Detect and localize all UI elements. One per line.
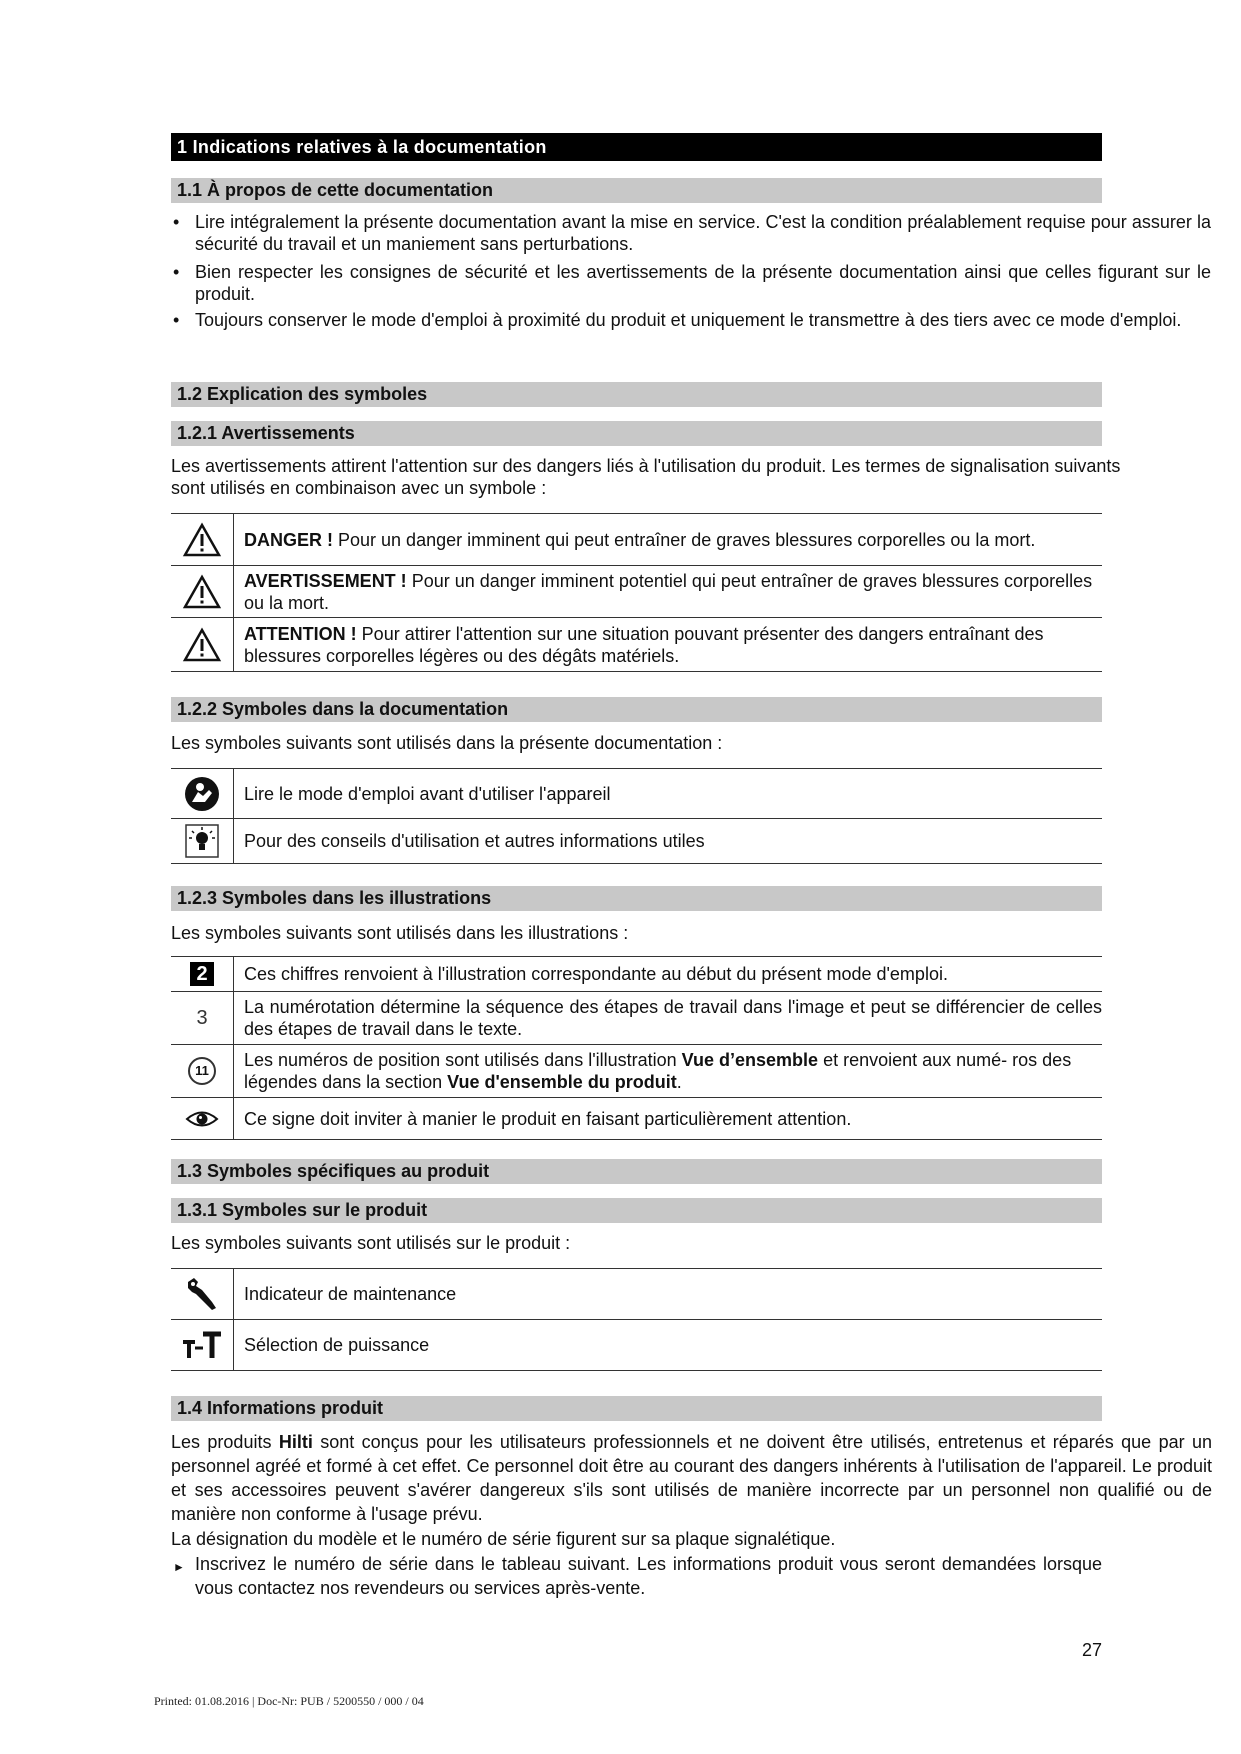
symbol-description: Sélection de puissance	[244, 1335, 430, 1355]
illustration-symbols-intro: Les symboles suivants sont utilisés dans les illustrations :	[171, 923, 629, 943]
warning-text: Pour un danger imminent qui peut entraîner de graves blessures corporelles ou la mort.	[338, 529, 1036, 550]
bullet-item: • Toujours conserver le mode d'emploi à proximité du produit et uniquement le transmettre à des tiers avec ce mode d'emploi.	[173, 310, 1182, 330]
warning-text: Pour un danger imminent potentiel qui peut entraîner de graves blessures corporelles ou la mort.	[244, 570, 1093, 613]
table-row	[171, 769, 1102, 819]
instruction-step: ► Inscrivez le numéro de série dans le tableau suivant. Les informations produit vous seront demandées lorsque vous contactez nos revendeurs ou services après-vente.	[173, 1554, 1102, 1598]
table-row	[171, 1320, 1102, 1371]
bullet-dot-icon: •	[173, 262, 180, 282]
brand-name: Hilti	[278, 1432, 313, 1452]
section-1-3-1-heading: 1.3.1 Symboles sur le produit	[171, 1198, 1102, 1223]
tip-lightbulb-icon	[171, 819, 234, 863]
product-symbols-table	[171, 1268, 1102, 1371]
warning-text: Pour attirer l'attention sur une situation pouvant présenter des dangers entraînant des blessures corporelles légères ou des dégâts matériels.	[244, 623, 1044, 666]
step-arrow-icon: ►	[173, 1560, 185, 1574]
symbol-description: Lire le mode d'emploi avant d'utiliser l'appareil	[244, 783, 611, 804]
model-designation-text: La désignation du modèle et le numéro de série figurent sur sa plaque signalétique.	[171, 1529, 836, 1549]
read-manual-icon	[171, 769, 234, 818]
illustration-symbols-table	[171, 956, 1102, 1140]
page-number: 27	[1082, 1640, 1103, 1660]
symbol-description: Pour des conseils d'utilisation et autres informations utiles	[244, 831, 705, 851]
table-row	[171, 618, 1102, 672]
step-number-icon: 3	[196, 1006, 208, 1029]
figure-number-icon: 2	[190, 962, 214, 986]
section-1-4-heading: 1.4 Informations produit	[171, 1396, 1102, 1421]
warnings-table	[171, 513, 1102, 672]
table-row	[171, 566, 1102, 618]
section-1-3-heading: 1.3 Symboles spécifiques au produit	[171, 1159, 1102, 1184]
warning-triangle-icon	[171, 514, 234, 565]
bullet-dot-icon: •	[173, 310, 180, 330]
table-row	[171, 1045, 1102, 1098]
warnings-intro: Les avertissements attirent l'attention sur des dangers liés à l'utilisation du produit. Les termes de signalisation suivants sont utilisés en combinaison avec un symbole :	[171, 456, 1121, 498]
section-1-2-heading: 1.2 Explication des symboles	[171, 382, 1102, 407]
bullet-item: • Lire intégralement la présente documentation avant la mise en service. C'est la condition préalablement requise pour assurer la sécurité du travail et un maniement sans perturbations.	[173, 212, 1211, 254]
signal-word: AVERTISSEMENT !	[244, 570, 407, 591]
position-number-icon: 11	[188, 1057, 216, 1085]
table-row	[171, 1098, 1102, 1140]
product-info-paragraph: Les produits Hilti sont conçus pour les utilisateurs professionnels et ne doivent être utilisés, entretenus et réparés que par un personnel agréé et formé à cet effet. Ce personnel doit être au courant des dangers inhérents à l'utilisation de l'appareil. Le produit et ses accessoires peuvent s'avérer dangereux s'ils sont utilisés de manière incorrecte par un personnel non qualifié ou de manière non conforme à l'usage prévu.	[171, 1432, 1212, 1524]
table-row	[171, 819, 1102, 864]
bullet-dot-icon: •	[173, 212, 180, 232]
symbol-description: La numérotation détermine la séquence des étapes de travail dans l'image et peut se différencier de celles des étapes de travail dans le texte.	[244, 997, 1102, 1039]
doc-symbols-table	[171, 768, 1102, 864]
symbol-description: Indicateur de maintenance	[244, 1284, 457, 1304]
print-footer: Printed: 01.08.2016 | Doc-Nr: PUB / 5200550 / 000 / 04	[154, 1694, 424, 1708]
wrench-icon	[171, 1269, 234, 1319]
product-symbols-intro: Les symboles suivants sont utilisés sur le produit :	[171, 1233, 571, 1253]
bullet-item: • Bien respecter les consignes de sécurité et les avertissements de la présente documentation ainsi que celles figurant sur le produit.	[173, 262, 1211, 304]
table-row	[171, 1269, 1102, 1320]
section-1-2-3-heading: 1.2.3 Symboles dans les illustrations	[171, 886, 1102, 911]
section-1-2-2-heading: 1.2.2 Symboles dans la documentation	[171, 697, 1102, 722]
warning-triangle-icon	[171, 566, 234, 617]
symbol-description: Ces chiffres renvoient à l'illustration correspondante au début du présent mode d'emploi.	[244, 964, 948, 984]
signal-word: ATTENTION !	[244, 623, 357, 644]
symbol-description: Les numéros de position sont utilisés dans l'illustration Vue d’ensemble et renvoient aux numé- ros des légendes dans la section Vue d'ensemble du produit.	[244, 1050, 1072, 1092]
table-row	[171, 992, 1102, 1045]
warning-triangle-icon	[171, 618, 234, 671]
symbol-description: Ce signe doit inviter à manier le produit en faisant particulièrement attention.	[244, 1108, 852, 1129]
table-row	[171, 957, 1102, 992]
table-row	[171, 514, 1102, 566]
eye-icon	[171, 1098, 234, 1139]
doc-symbols-intro: Les symboles suivants sont utilisés dans la présente documentation :	[171, 733, 723, 753]
section-1-heading: 1 Indications relatives à la documentation	[171, 133, 1102, 161]
signal-word: DANGER !	[244, 529, 333, 550]
section-1-2-1-heading: 1.2.1 Avertissements	[171, 421, 1102, 446]
power-selection-icon	[171, 1320, 234, 1370]
section-1-1-heading: 1.1 À propos de cette documentation	[171, 178, 1102, 203]
